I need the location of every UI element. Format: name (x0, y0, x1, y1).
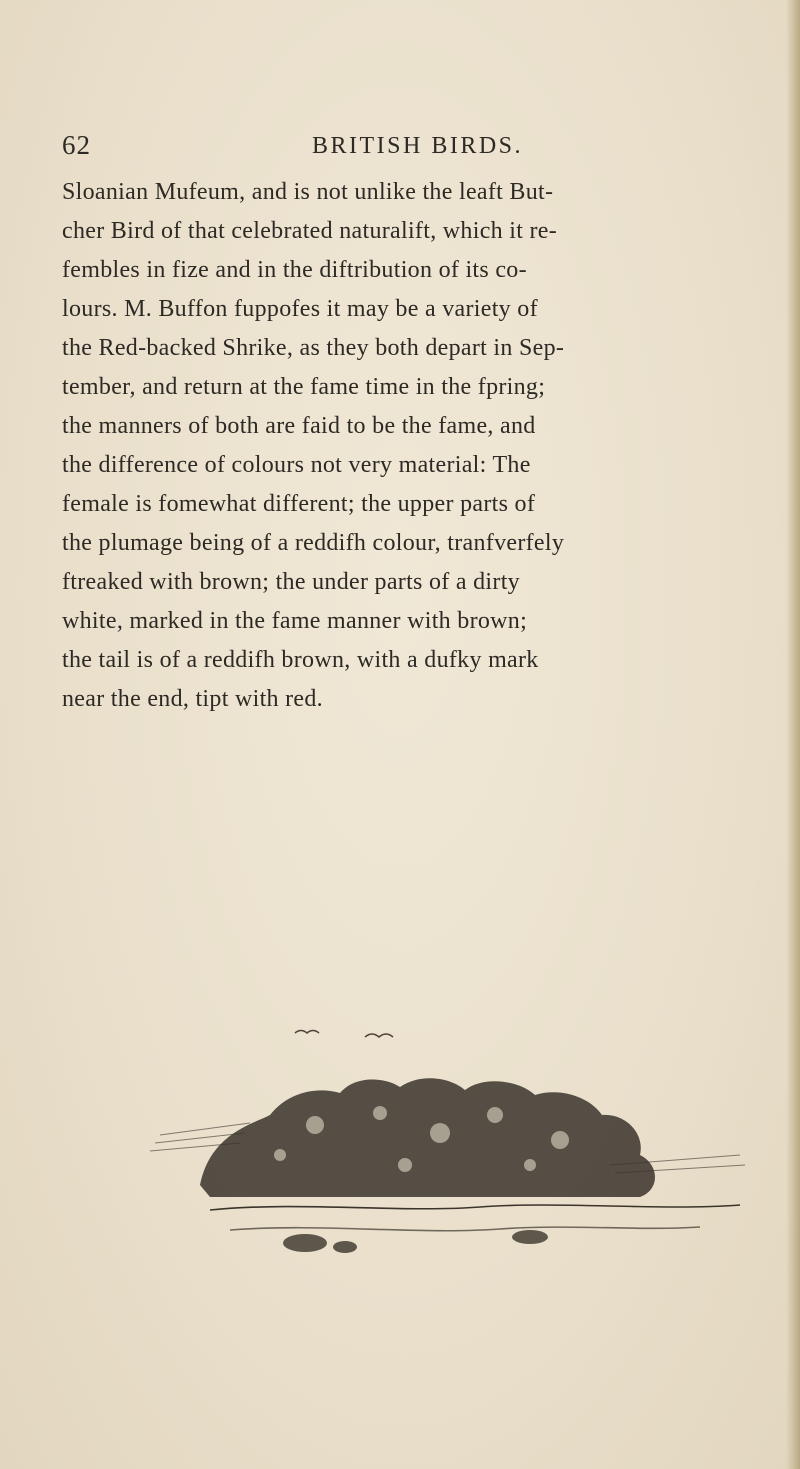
text-line: cher Bird of that celebrated naturalift, which it re- (62, 218, 558, 244)
ground-line (210, 1205, 740, 1231)
landscape-vignette-engraving (140, 1015, 750, 1265)
text-line: female is fomewhat different; the upper parts of (62, 491, 536, 517)
text-line: Sloanian Mufeum, and is not unlike the leaft But- (62, 179, 554, 205)
text-line: white, marked in the fame manner with brown; (62, 608, 528, 634)
running-head (62, 130, 682, 170)
page-edge-shadow (786, 0, 800, 1469)
body-paragraph (62, 173, 702, 719)
foreground-rocks (283, 1230, 548, 1253)
text-line: near the end, tipt with red. (62, 686, 323, 712)
bird-silhouettes (295, 1031, 393, 1038)
running-title: BRITISH BIRDS. (312, 133, 524, 159)
text-line: lours. M. Buffon fuppofes it may be a variety of (62, 296, 538, 322)
tree-foliage (200, 1078, 655, 1197)
text-line: ftreaked with brown; the under parts of a dirty (62, 569, 520, 595)
text-line: the manners of both are faid to be the fame, and (62, 413, 536, 439)
text-line: fembles in fize and in the diftribution of its co- (62, 257, 527, 283)
text-line: the tail is of a reddifh brown, with a dufky mark (62, 647, 539, 673)
page-number: 62 (62, 130, 91, 160)
text-line: tember, and return at the fame time in the fpring; (62, 374, 546, 400)
text-line: the plumage being of a reddifh colour, tranfverfely (62, 530, 565, 556)
text-line: the Red-backed Shrike, as they both depart in Sep- (62, 335, 565, 361)
text-line: the difference of colours not very material: The (62, 452, 531, 478)
